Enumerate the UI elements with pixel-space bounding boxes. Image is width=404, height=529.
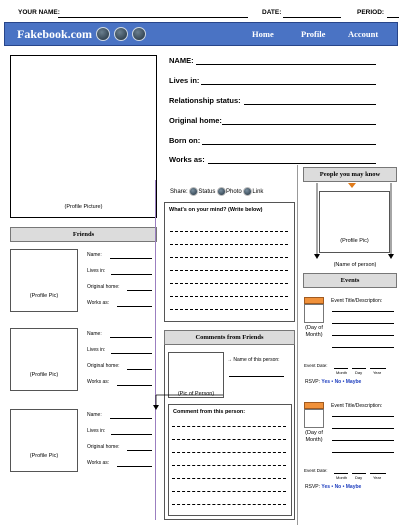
event-day-line[interactable] [352, 368, 366, 369]
write-line[interactable] [170, 296, 288, 297]
event-title-label: Event Title/Description: [331, 298, 383, 304]
events-header: Events [303, 273, 397, 288]
rsvp-row: RSVP: Yes • No • Maybe [305, 379, 362, 385]
rsvp-maybe[interactable]: Maybe [345, 379, 362, 385]
event-date-label: Event Date: [304, 363, 328, 368]
friend-field-label: Name: [87, 331, 102, 337]
comment-line[interactable] [172, 452, 286, 453]
friend-field-label: Works as: [87, 300, 110, 306]
month-caption: Month [336, 475, 348, 480]
event-desc-line[interactable] [332, 323, 394, 324]
status-box[interactable] [164, 202, 295, 322]
friend-field-label: Original home: [87, 363, 120, 369]
nav-profile[interactable]: Profile [301, 29, 326, 39]
write-line[interactable] [170, 270, 288, 271]
comment-text-box[interactable] [168, 404, 292, 516]
friend-field-line[interactable] [117, 306, 152, 307]
write-line[interactable] [170, 283, 288, 284]
friend-field-label: Name: [87, 412, 102, 418]
people-name-caption: (Name of person) [333, 262, 377, 268]
relationship-label: Relationship status: [169, 96, 241, 105]
period-line[interactable] [387, 17, 399, 18]
nav-bar [4, 22, 398, 46]
friend-pic[interactable] [10, 328, 78, 391]
status-icon[interactable] [189, 187, 198, 196]
event-desc-line[interactable] [332, 335, 394, 336]
people-pic-caption: (Profile Pic) [340, 238, 369, 244]
calendar-page[interactable] [304, 304, 324, 323]
comment-name-label: → Name of this person: [227, 357, 280, 363]
day-caption: (Day of Month) [305, 325, 323, 338]
event-day-line[interactable] [352, 473, 366, 474]
comment-line[interactable] [172, 478, 286, 479]
event-year-line[interactable] [370, 368, 386, 369]
friend-field-label: Lives in: [87, 347, 106, 353]
share-status[interactable]: Status [198, 189, 216, 196]
friend-field-label: Works as: [87, 379, 110, 385]
period-label: PERIOD: [357, 9, 385, 16]
friend-field-line[interactable] [111, 434, 152, 435]
your-name-label: YOUR NAME: [18, 9, 60, 16]
rsvp-label: RSVP: [305, 379, 321, 385]
rsvp-no[interactable]: No [334, 484, 342, 490]
share-row [170, 187, 263, 196]
works-as-label: Works as: [169, 155, 205, 164]
date-line[interactable] [283, 17, 341, 18]
event-desc-line[interactable] [332, 416, 394, 417]
relationship-line[interactable] [244, 104, 376, 105]
friend-field-label: Works as: [87, 460, 110, 466]
share-label: Share: [170, 189, 188, 196]
comment-line[interactable] [172, 504, 286, 505]
year-caption: Year [373, 475, 382, 480]
friend-field-line[interactable] [110, 337, 152, 338]
calendar-icon [304, 402, 324, 409]
share-link[interactable]: Link [252, 189, 264, 196]
your-name-line[interactable] [58, 17, 248, 18]
share-photo[interactable]: Photo [226, 189, 242, 196]
people-header: People you may know [303, 167, 397, 182]
friend-field-line[interactable] [110, 418, 152, 419]
event-month-line[interactable] [334, 368, 348, 369]
name-label: NAME: [169, 56, 194, 65]
friend-field-line[interactable] [117, 385, 152, 386]
friend-pic-caption: (Profile Pic) [29, 453, 59, 459]
write-line[interactable] [170, 309, 288, 310]
year-caption: Year [373, 370, 382, 375]
messages-icon[interactable] [114, 27, 128, 41]
friend-field-line[interactable] [127, 450, 152, 451]
people-pic[interactable] [319, 191, 390, 253]
rsvp-row: RSVP: Yes • No • Maybe [305, 484, 362, 490]
lives-in-line[interactable] [201, 84, 376, 85]
comment-line[interactable] [172, 465, 286, 466]
friend-field-line[interactable] [117, 466, 152, 467]
calendar-icon [304, 297, 324, 304]
comment-name-line[interactable] [229, 376, 284, 377]
write-line[interactable] [170, 244, 288, 245]
friend-field-line[interactable] [111, 274, 152, 275]
original-home-line[interactable] [222, 124, 376, 125]
status-prompt: What's on your mind? (Write below) [169, 207, 263, 213]
people-arrow-icon [348, 183, 356, 188]
friend-field-line[interactable] [111, 353, 152, 354]
name-line[interactable] [196, 64, 376, 65]
event-desc-line[interactable] [332, 428, 394, 429]
rsvp-no[interactable]: No [334, 379, 342, 385]
lives-in-label: Lives in: [169, 76, 200, 85]
friend-requests-icon[interactable] [96, 27, 110, 41]
comment-line[interactable] [172, 491, 286, 492]
comment-person-pic[interactable] [168, 352, 224, 398]
event-date-label: Event Date: [304, 468, 328, 473]
born-on-line[interactable] [202, 144, 376, 145]
friend-field-label: Name: [87, 252, 102, 258]
nav-home[interactable]: Home [252, 29, 274, 39]
event-desc-line[interactable] [332, 440, 394, 441]
event-desc-line[interactable] [332, 311, 394, 312]
nav-account[interactable]: Account [348, 29, 379, 39]
friend-field-label: Original home: [87, 444, 120, 450]
original-home-label: Original home: [169, 116, 222, 125]
column-divider [297, 165, 298, 525]
date-label: DATE: [262, 9, 282, 16]
friend-field-label: Original home: [87, 284, 120, 290]
rsvp-yes[interactable]: Yes [321, 484, 331, 490]
friend-pic[interactable] [10, 409, 78, 472]
brand-logo: Fakebook.com [17, 27, 92, 41]
photo-icon[interactable] [217, 187, 226, 196]
write-line[interactable] [170, 231, 288, 232]
event-desc-line[interactable] [332, 452, 394, 453]
works-as-line[interactable] [208, 163, 376, 164]
friend-pic-caption: (Profile Pic) [29, 372, 59, 378]
event-month-line[interactable] [334, 473, 348, 474]
profile-picture-caption: (Profile Picture) [64, 204, 103, 210]
rsvp-label: RSVP: [305, 484, 321, 490]
friend-field-label: Lives in: [87, 428, 106, 434]
calendar-page[interactable] [304, 409, 324, 428]
event-desc-line[interactable] [332, 347, 394, 348]
born-on-label: Born on: [169, 136, 201, 145]
friends-header: Friends [10, 227, 157, 242]
friend-field-line[interactable] [127, 369, 152, 370]
friend-pic-caption: (Profile Pic) [29, 293, 59, 299]
friend-pic[interactable] [10, 249, 78, 312]
month-caption: Month [336, 370, 348, 375]
profile-picture[interactable] [10, 55, 157, 218]
friend-field-line[interactable] [110, 258, 152, 259]
column-divider [155, 180, 156, 520]
comment-pic-caption: (Pic of Person) [177, 391, 215, 397]
notifications-icon[interactable] [132, 27, 146, 41]
day-caption-small: Day [355, 370, 363, 375]
comment-line[interactable] [172, 439, 286, 440]
comments-header: Comments from Friends [164, 330, 295, 345]
rsvp-yes[interactable]: Yes [321, 379, 331, 385]
comment-text-label: Comment from this person: [173, 409, 246, 415]
day-caption-small: Day [355, 475, 363, 480]
friend-field-line[interactable] [127, 290, 152, 291]
friend-field-label: Lives in: [87, 268, 106, 274]
write-line[interactable] [170, 257, 288, 258]
comment-line[interactable] [172, 426, 286, 427]
event-year-line[interactable] [370, 473, 386, 474]
event-title-label: Event Title/Description: [331, 403, 383, 409]
rsvp-maybe[interactable]: Maybe [345, 484, 362, 490]
day-caption: (Day of Month) [305, 430, 323, 443]
